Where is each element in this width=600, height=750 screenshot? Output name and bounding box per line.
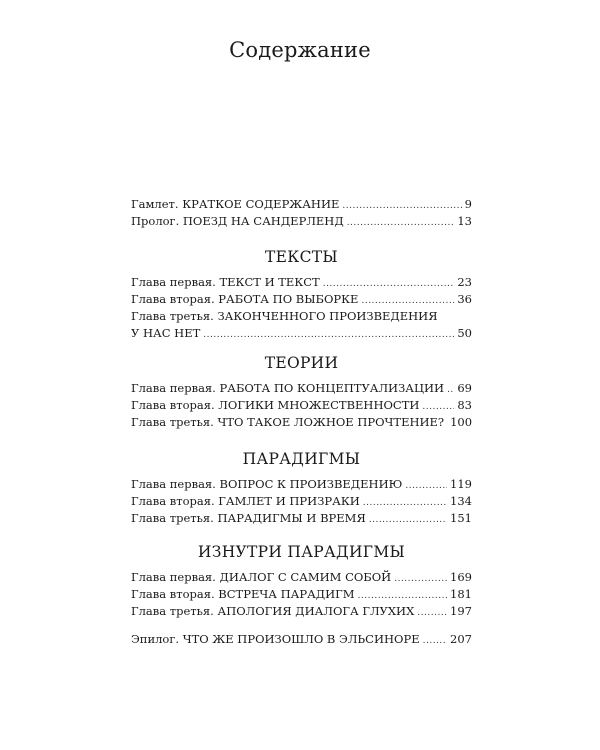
toc-entry-label: Глава третья. АПОЛОГИЯ ДИАЛОГА ГЛУХИХ [131, 604, 415, 618]
toc-entry-page: 169 [450, 570, 472, 584]
section-heading: ИЗНУТРИ ПАРАДИГМЫ [197, 543, 406, 561]
toc-entry-label: У НАС НЕТ [131, 326, 201, 340]
toc-leader-dots [347, 215, 455, 232]
toc-epilogue [131, 631, 472, 648]
toc-section-texts [131, 246, 472, 342]
toc-leader-dots [363, 495, 447, 512]
toc-entry[interactable] [131, 291, 472, 308]
toc-leader-dots [369, 512, 447, 529]
toc-leader-dots [423, 633, 447, 650]
toc-entry[interactable] [131, 414, 472, 431]
toc-entry-page: 50 [457, 326, 472, 340]
section-heading: ТЕКСТЫ [265, 248, 338, 266]
section-heading: ТЕОРИИ [264, 354, 339, 372]
toc-entry-label: Эпилог. ЧТО ЖЕ ПРОИЗОШЛО В ЭЛЬСИНОРЕ [131, 632, 420, 646]
toc-entry[interactable] [131, 325, 472, 342]
toc-entry-page: 134 [450, 494, 472, 508]
toc-entry[interactable] [131, 397, 472, 414]
toc-entry-page: 9 [464, 197, 472, 211]
toc-section-inside-paradigms [131, 541, 472, 620]
toc-entry-page: 181 [450, 587, 472, 601]
toc-entry-label: Глава первая. РАБОТА ПО КОНЦЕПТУАЛИЗАЦИИ [131, 381, 445, 395]
toc-entry[interactable] [131, 274, 472, 291]
toc-entry-label: Гамлет. КРАТКОЕ СОДЕРЖАНИЕ [131, 197, 340, 211]
toc-entry-label: Глава вторая. РАБОТА ПО ВЫБОРКЕ [131, 292, 359, 306]
toc-entry[interactable] [131, 380, 472, 397]
toc-entry[interactable] [131, 196, 472, 213]
toc-entry[interactable] [131, 631, 472, 648]
toc-leader-dots [394, 571, 447, 588]
toc-leader-dots [417, 605, 447, 622]
toc-entry-page: 13 [457, 214, 472, 228]
toc-entry-page: 197 [450, 604, 472, 618]
toc-entry[interactable] [131, 603, 472, 620]
section-heading: ПАРАДИГМЫ [242, 450, 361, 468]
toc-entry-page: 23 [457, 275, 472, 289]
toc-entry-label: Глава вторая. ВСТРЕЧА ПАРАДИГМ [131, 587, 355, 601]
toc-entry-label: Глава вторая. ЛОГИКИ МНОЖЕСТВЕННОСТИ [131, 398, 420, 412]
toc-entry-page: 69 [457, 381, 472, 395]
toc-entry-page: 100 [450, 415, 473, 429]
toc-leader-dots [342, 198, 461, 215]
toc-entry-page: 151 [450, 511, 472, 525]
toc-entry-label: Глава вторая. ГАМЛЕТ И ПРИЗРАКИ [131, 494, 360, 508]
toc-leader-dots [405, 478, 447, 495]
toc-section-paradigms [131, 448, 472, 527]
toc-entry-label: Глава третья. ЧТО ТАКОЕ ЛОЖНОЕ ПРОЧТЕНИЕ? [131, 415, 445, 429]
toc-entry-label: Глава первая. ДИАЛОГ С САМИМ СОБОЙ [131, 570, 392, 584]
toc-entry[interactable] [131, 493, 472, 510]
toc-entry-page: 119 [450, 477, 472, 491]
toc-entry-label: Глава первая. ТЕКСТ И ТЕКСТ [131, 275, 320, 289]
toc-entry-page: 83 [457, 398, 472, 412]
toc-entry-page: 36 [457, 292, 472, 306]
toc-leader-dots [203, 327, 454, 344]
toc-entry[interactable] [131, 476, 472, 493]
toc-intro [131, 196, 472, 230]
toc-entry-label-line1[interactable]: Глава третья. ЗАКОНЧЕННОГО ПРОИЗВЕДЕНИЯ [131, 309, 438, 323]
toc-entry[interactable] [131, 586, 472, 603]
toc-entry-label: Пролог. ПОЕЗД НА САНДЕРЛЕНД [131, 214, 344, 228]
toc-entry[interactable] [131, 213, 472, 230]
toc-entry-label: Глава третья. ПАРАДИГМЫ И ВРЕМЯ [131, 511, 366, 525]
toc-leader-dots [447, 382, 454, 399]
page-title: Содержание [229, 38, 371, 62]
toc-section-theories [131, 352, 472, 431]
toc-entry-label: Глава первая. ВОПРОС К ПРОИЗВЕДЕНИЮ [131, 477, 403, 491]
toc-entry[interactable] [131, 510, 472, 527]
toc-entry[interactable] [131, 569, 472, 586]
toc-entry-page: 207 [450, 632, 472, 646]
